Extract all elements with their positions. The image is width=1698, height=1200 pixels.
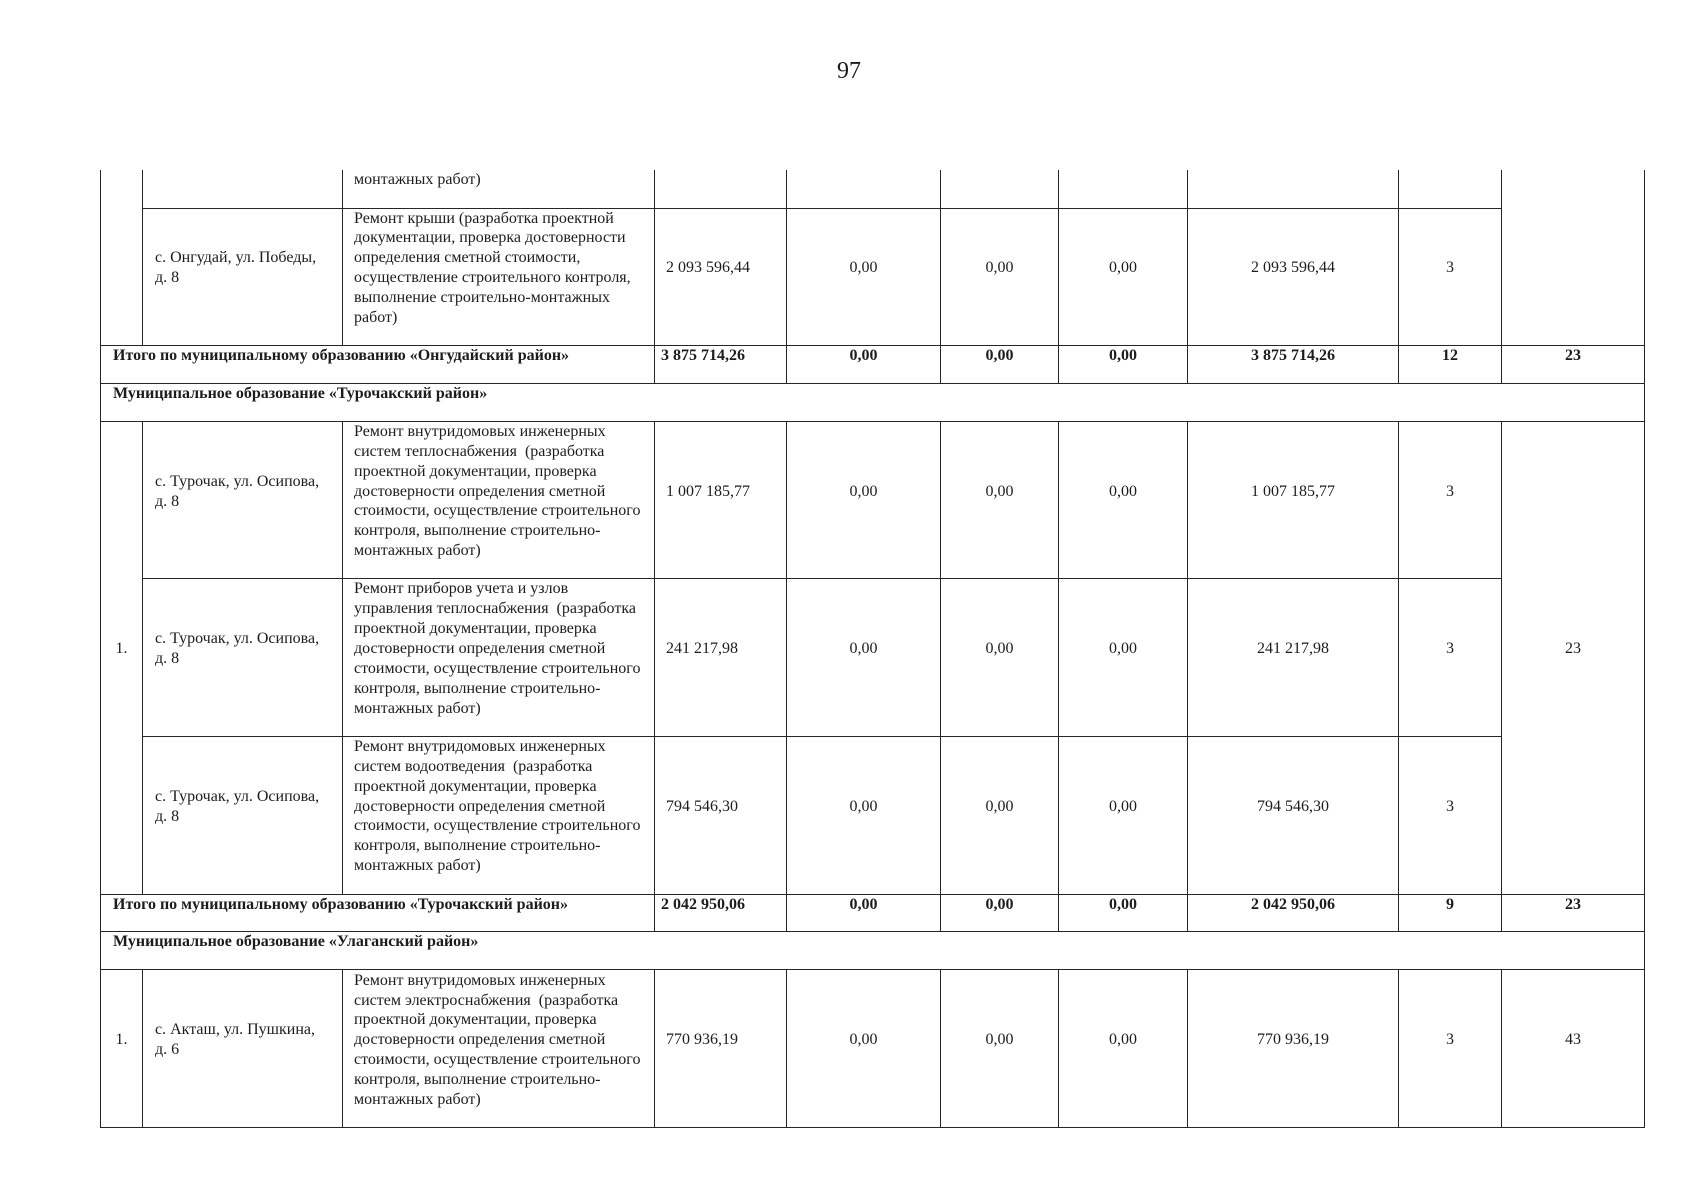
amount-cell: 0,00 <box>1059 970 1188 1128</box>
amount-cell: 770 936,19 <box>1188 970 1399 1128</box>
total-amount-cell: 0,00 <box>1059 345 1188 383</box>
address-cell: с. Акташ, ул. Пушкина, д. 6 <box>143 970 343 1128</box>
address-cell <box>143 170 343 208</box>
address-cell: с. Турочак, ул. Осипова, д. 8 <box>143 579 343 736</box>
address-cell: с. Турочак, ул. Осипова, д. 8 <box>143 736 343 894</box>
address-cell: с. Онгудай, ул. Победы, д. 8 <box>143 208 343 345</box>
row-number-cell <box>101 170 143 345</box>
amount-cell: 794 546,30 <box>1188 736 1399 894</box>
work-description-cell: монтажных работ) <box>343 170 655 208</box>
section-title: Муниципальное образование «Турочакский район» <box>101 383 1645 421</box>
amount-cell: 1 007 185,77 <box>655 421 787 578</box>
section-header-row <box>101 932 1645 970</box>
total-amount-cell: 0,00 <box>1059 894 1188 932</box>
section-title: Муниципальное образование «Улаганский район» <box>101 932 1645 970</box>
total-amount-cell: 0,00 <box>941 894 1059 932</box>
total-group-number-cell: 23 <box>1502 894 1645 932</box>
amount-cell: 0,00 <box>941 421 1059 578</box>
work-description-cell: Ремонт приборов учета и узлов управления теплоснабжения (разработка проектной документации, проверка достоверности определения сметной стоимости, осуществление строительного контроля, выполнение строительно- монтажных работ) <box>343 579 655 736</box>
amount-cell: 2 093 596,44 <box>655 208 787 345</box>
amount-cell <box>1059 170 1188 208</box>
address-cell: с. Турочак, ул. Осипова, д. 8 <box>143 421 343 578</box>
section-header-row <box>101 383 1645 421</box>
amount-cell <box>787 170 941 208</box>
table-row <box>101 170 1645 208</box>
amount-cell: 0,00 <box>1059 421 1188 578</box>
amount-cell: 0,00 <box>1059 579 1188 736</box>
total-amount-cell: 0,00 <box>787 894 941 932</box>
number-cell: 3 <box>1399 970 1502 1128</box>
group-number-cell: 43 <box>1502 970 1645 1128</box>
number-cell: 3 <box>1399 208 1502 345</box>
amount-cell: 0,00 <box>787 421 941 578</box>
total-label: Итого по муниципальному образованию «Турочакский район» <box>101 894 655 932</box>
amount-cell <box>941 170 1059 208</box>
total-number-cell: 12 <box>1399 345 1502 383</box>
total-row <box>101 894 1645 932</box>
number-cell: 3 <box>1399 579 1502 736</box>
table-row <box>101 208 1645 345</box>
number-cell: 3 <box>1399 421 1502 578</box>
total-amount-cell: 2 042 950,06 <box>655 894 787 932</box>
amount-cell: 0,00 <box>941 208 1059 345</box>
amount-cell: 0,00 <box>787 736 941 894</box>
total-label: Итого по муниципальному образованию «Онгудайский район» <box>101 345 655 383</box>
table-row <box>101 736 1645 894</box>
amount-cell: 1 007 185,77 <box>1188 421 1399 578</box>
total-amount-cell: 2 042 950,06 <box>1188 894 1399 932</box>
row-number-cell: 1. <box>101 421 143 894</box>
amount-cell: 0,00 <box>941 970 1059 1128</box>
table-row <box>101 970 1645 1128</box>
amount-cell <box>655 170 787 208</box>
amount-cell: 0,00 <box>787 208 941 345</box>
group-number-cell <box>1502 170 1645 345</box>
total-amount-cell: 0,00 <box>941 345 1059 383</box>
total-number-cell: 9 <box>1399 894 1502 932</box>
amount-cell <box>1188 170 1399 208</box>
repair-program-table <box>100 170 1645 1128</box>
page-number: 97 <box>837 58 861 84</box>
number-cell <box>1399 170 1502 208</box>
work-description-cell: Ремонт крыши (разработка проектной документации, проверка достоверности определения сметной стоимости, осуществление строительного контроля, выполнение строительно-монтажных работ) <box>343 208 655 345</box>
amount-cell: 241 217,98 <box>655 579 787 736</box>
row-number-cell: 1. <box>101 970 143 1128</box>
group-number-cell: 23 <box>1502 421 1645 894</box>
table-row <box>101 579 1645 736</box>
total-row <box>101 345 1645 383</box>
amount-cell: 0,00 <box>941 736 1059 894</box>
work-description-cell: Ремонт внутридомовых инженерных систем электроснабжения (разработка проектной документации, проверка достоверности определения сметной стоимости, осуществление строительного контроля, выполнение строительно- монтажных работ) <box>343 970 655 1128</box>
amount-cell: 794 546,30 <box>655 736 787 894</box>
work-description-cell: Ремонт внутридомовых инженерных систем теплоснабжения (разработка проектной документации, проверка достоверности определения сметной стоимости, осуществление строительного контроля, выполнение строительно- монтажных работ) <box>343 421 655 578</box>
table-row <box>101 421 1645 578</box>
total-amount-cell: 3 875 714,26 <box>655 345 787 383</box>
amount-cell: 0,00 <box>1059 208 1188 345</box>
amount-cell: 770 936,19 <box>655 970 787 1128</box>
amount-cell: 0,00 <box>787 970 941 1128</box>
total-group-number-cell: 23 <box>1502 345 1645 383</box>
number-cell: 3 <box>1399 736 1502 894</box>
total-amount-cell: 3 875 714,26 <box>1188 345 1399 383</box>
amount-cell: 0,00 <box>941 579 1059 736</box>
work-description-cell: Ремонт внутридомовых инженерных систем водоотведения (разработка проектной документации, проверка достоверности определения сметной стоимости, осуществление строительного контроля, выполнение строительно- монтажных работ) <box>343 736 655 894</box>
amount-cell: 2 093 596,44 <box>1188 208 1399 345</box>
total-amount-cell: 0,00 <box>787 345 941 383</box>
amount-cell: 0,00 <box>787 579 941 736</box>
amount-cell: 241 217,98 <box>1188 579 1399 736</box>
amount-cell: 0,00 <box>1059 736 1188 894</box>
